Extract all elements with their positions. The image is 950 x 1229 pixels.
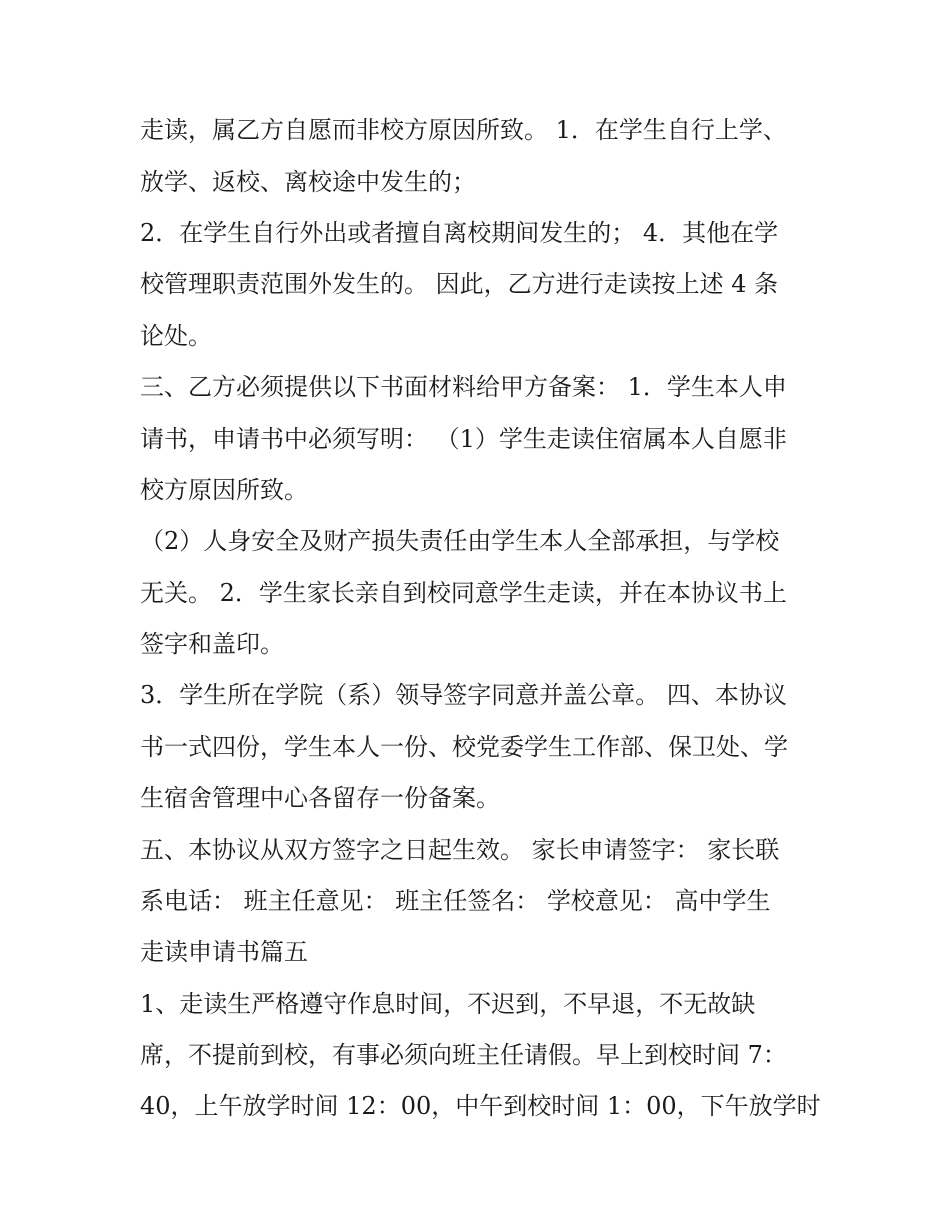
- text-line: 书一式四份，学生本人一份、校党委学生工作部、保卫处、学: [140, 733, 788, 761]
- text-line: 请书，申请书中必须写明： （1）学生走读住宿属本人自愿非: [140, 425, 787, 453]
- text-line: 1、走读生严格遵守作息时间，不迟到，不早退，不无故缺: [140, 990, 756, 1018]
- text-line: 放学、返校、离校途中发生的；: [140, 168, 476, 196]
- text-line: 席，不提前到校，有事必须向班主任请假。早上到校时间 7：: [140, 1041, 787, 1069]
- text-line: 3．学生所在学院（系）领导签字同意并盖公章。 四、本协议: [140, 681, 787, 709]
- text-line: 走读申请书篇五: [140, 938, 308, 966]
- text-line: 2．在学生自行外出或者擅自离校期间发生的； 4．其他在学: [140, 219, 779, 247]
- text-line: 三、乙方必须提供以下书面材料给甲方备案： 1．学生本人申: [140, 373, 787, 401]
- text-line: （2）人身安全及财产损失责任由学生本人全部承担，与学校: [140, 527, 780, 555]
- text-line: 生宿舍管理中心各留存一份备案。: [140, 784, 500, 812]
- text-line: 校管理职责范围外发生的。 因此，乙方进行走读按上述 4 条: [140, 270, 779, 298]
- text-line: 40，上午放学时间 12：00，中午到校时间 1：00，下午放学时: [140, 1092, 821, 1120]
- text-line: 论处。: [140, 322, 212, 350]
- text-line: 无关。 2．学生家长亲自到校同意学生走读，并在本协议书上: [140, 579, 787, 607]
- text-line: 走读，属乙方自愿而非校方原因所致。 1．在学生自行上学、: [140, 116, 787, 144]
- text-line: 签字和盖印。: [140, 630, 284, 658]
- text-line: 五、本协议从双方签字之日起生效。 家长申请签字： 家长联: [140, 836, 780, 864]
- text-line: 校方原因所致。: [140, 476, 308, 504]
- text-line: 系电话： 班主任意见： 班主任签名： 学校意见： 高中学生: [140, 887, 771, 915]
